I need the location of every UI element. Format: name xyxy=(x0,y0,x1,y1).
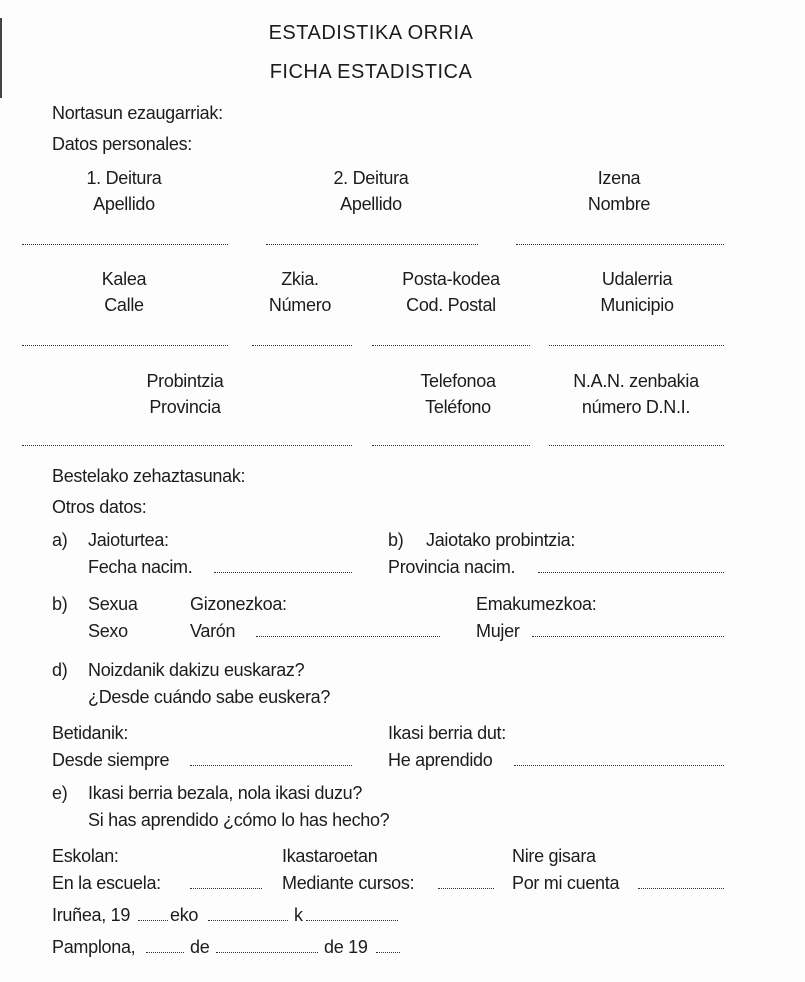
birth-date-label-es: Fecha nacim. xyxy=(88,557,193,577)
self-taught-label-eu: Nire gisara xyxy=(512,846,596,866)
school-label-eu: Eskolan: xyxy=(52,846,119,866)
surname2-label-eu: 2. Deitura xyxy=(333,168,409,188)
birth-province-field[interactable] xyxy=(538,572,724,573)
name-label-eu: Izena xyxy=(597,168,641,188)
how-learned-question-es: Si has aprendido ¿cómo lo has hecho? xyxy=(88,810,390,830)
other-heading-es: Otros datos: xyxy=(52,497,147,517)
phone-label-eu: Telefonoa xyxy=(420,371,496,391)
item-b2-letter: b) xyxy=(52,594,68,614)
street-label-es: Calle xyxy=(104,295,144,315)
male-label-es: Varón xyxy=(190,621,236,641)
sex-label-eu: Sexua xyxy=(88,594,138,614)
sex-label-es: Sexo xyxy=(88,621,128,641)
learned-field[interactable] xyxy=(514,765,724,766)
date-city-eu: Iruñea, 19 xyxy=(52,905,131,925)
province-field[interactable] xyxy=(22,445,352,446)
birth-date-field[interactable] xyxy=(214,572,352,573)
personal-heading-eu: Nortasun ezaugarriak: xyxy=(52,103,223,123)
courses-label-eu: Ikastaroetan xyxy=(282,846,378,866)
item-b1-letter: b) xyxy=(388,530,404,550)
since-when-question-es: ¿Desde cuándo sabe euskera? xyxy=(88,687,331,707)
always-label-eu: Betidanik: xyxy=(52,723,129,743)
item-a-letter: a) xyxy=(52,530,68,550)
year-es-field[interactable] xyxy=(376,952,400,953)
birth-province-label-es: Provincia nacim. xyxy=(388,557,516,577)
page-edge-mark xyxy=(0,18,2,98)
item-d-letter: d) xyxy=(52,660,68,680)
phone-label-es: Teléfono xyxy=(425,397,491,417)
number-label-eu: Zkia. xyxy=(281,269,319,289)
surname2-field[interactable] xyxy=(266,244,478,245)
title-spanish: FICHA ESTADISTICA xyxy=(269,61,473,83)
date-k-eu: k xyxy=(294,905,303,925)
birth-province-label-eu: Jaiotako probintzia: xyxy=(426,530,576,550)
male-field[interactable] xyxy=(256,636,440,637)
item-e-letter: e) xyxy=(52,783,68,803)
learned-label-eu: Ikasi berria dut: xyxy=(388,723,506,743)
date-de2-es: de 19 xyxy=(324,937,368,957)
id-label-eu: N.A.N. zenbakia xyxy=(573,371,699,391)
name-label-es: Nombre xyxy=(587,194,651,214)
phone-field[interactable] xyxy=(372,445,530,446)
day-eu-field[interactable] xyxy=(306,920,398,921)
always-label-es: Desde siempre xyxy=(52,750,170,770)
school-label-es: En la escuela: xyxy=(52,873,161,893)
surname1-label-eu: 1. Deitura xyxy=(86,168,162,188)
municipality-label-eu: Udalerria xyxy=(601,269,673,289)
other-heading-eu: Bestelako zehaztasunak: xyxy=(52,466,246,486)
always-field[interactable] xyxy=(190,765,352,766)
date-eko-eu: eko xyxy=(170,905,199,925)
surname2-label-es: Apellido xyxy=(340,194,402,214)
surname1-label-es: Apellido xyxy=(93,194,155,214)
personal-heading-es: Datos personales: xyxy=(52,134,192,154)
number-label-es: Número xyxy=(268,295,332,315)
female-field[interactable] xyxy=(532,636,724,637)
since-when-question-eu: Noizdanik dakizu euskaraz? xyxy=(88,660,305,680)
postal-label-eu: Posta-kodea xyxy=(402,269,500,289)
surname1-field[interactable] xyxy=(22,244,228,245)
female-label-eu: Emakumezkoa: xyxy=(476,594,597,614)
month-eu-field[interactable] xyxy=(208,920,288,921)
self-taught-field[interactable] xyxy=(638,888,724,889)
courses-label-es: Mediante cursos: xyxy=(282,873,415,893)
self-taught-label-es: Por mi cuenta xyxy=(512,873,620,893)
id-label-es: número D.N.I. xyxy=(581,397,691,417)
male-label-eu: Gizonezkoa: xyxy=(190,594,287,614)
school-field[interactable] xyxy=(190,888,262,889)
month-es-field[interactable] xyxy=(216,952,318,953)
id-number-field[interactable] xyxy=(549,445,724,446)
municipality-field[interactable] xyxy=(549,345,724,346)
learned-label-es: He aprendido xyxy=(388,750,493,770)
year-eu-field[interactable] xyxy=(138,920,168,921)
name-field[interactable] xyxy=(516,244,724,245)
municipality-label-es: Municipio xyxy=(600,295,674,315)
day-es-field[interactable] xyxy=(146,952,184,953)
female-label-es: Mujer xyxy=(476,621,520,641)
title-basque: ESTADISTIKA ORRIA xyxy=(268,22,474,44)
courses-field[interactable] xyxy=(438,888,494,889)
postal-label-es: Cod. Postal xyxy=(406,295,496,315)
province-label-es: Provincia xyxy=(149,397,221,417)
number-field[interactable] xyxy=(252,345,352,346)
date-city-es: Pamplona, xyxy=(52,937,136,957)
street-field[interactable] xyxy=(22,345,228,346)
date-de1-es: de xyxy=(190,937,210,957)
street-label-eu: Kalea xyxy=(101,269,147,289)
birth-date-label-eu: Jaioturtea: xyxy=(88,530,169,550)
province-label-eu: Probintzia xyxy=(146,371,224,391)
how-learned-question-eu: Ikasi berria bezala, nola ikasi duzu? xyxy=(88,783,363,803)
postal-field[interactable] xyxy=(372,345,530,346)
